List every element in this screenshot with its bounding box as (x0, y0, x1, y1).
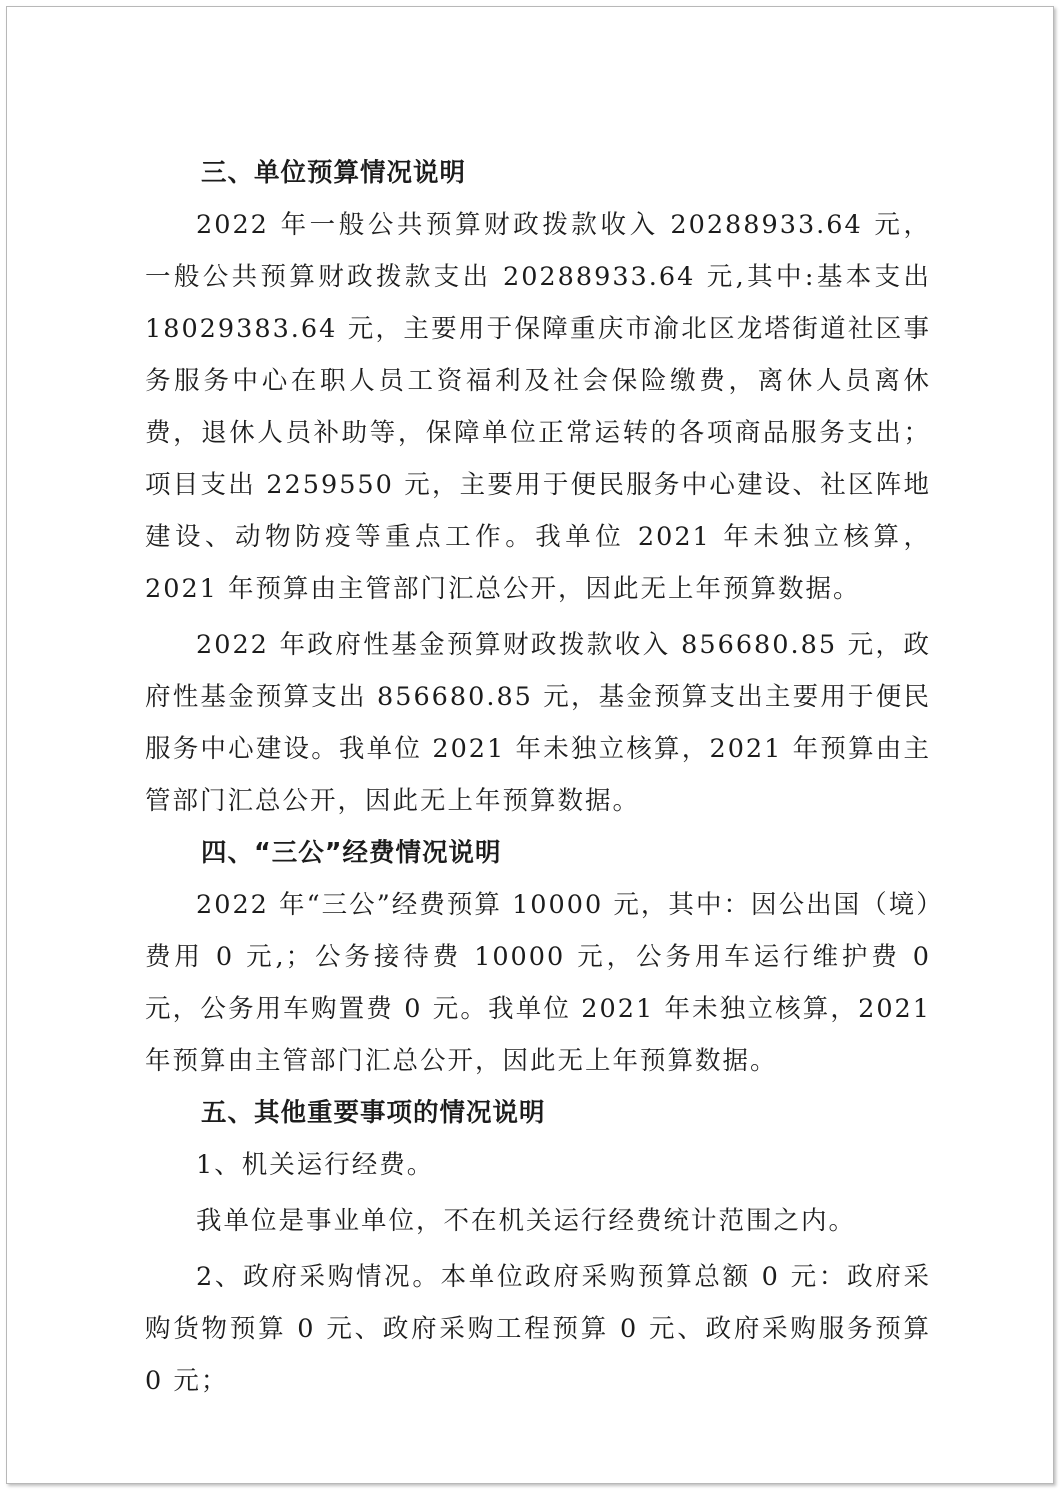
section-5-item-1-body: 我单位是事业单位，不在机关运行经费统计范围之内。 (196, 1206, 857, 1236)
section-5-item-1-title: 1、机关运行经费。 (196, 1150, 435, 1180)
section-3-paragraph-1: 2022 年一般公共预算财政拨款收入 20288933.64 元，一般公共预算财政拨款支出 20288933.64 元,其中:基本支出 18029383.64 元，主要用于保障重庆市渝北区龙塔街道社区事务服务中心在职人员工资福利及社会保险缴费，离休人员离休费，退休人员补助等，保障单位正常运转的各项商品服务支出；项目支出 2259550 元，主要用于便民服务中心建设、社区阵地建设、动物防疫等重点工作。我单位 2021 年未独立核算，2021 年预算由主管部门汇总公开，因此无上年预算数据。 (145, 210, 931, 604)
section-4-heading: 四、“三公”经费情况说明 (201, 838, 502, 868)
section-4-paragraph-1: 2022 年“三公”经费预算 10000 元，其中：因公出国（境）费用 0 元,；公务接待费 10000 元，公务用车运行维护费 0 元，公务用车购置费 0 元。我单位 2021 年未独立核算，2021 年预算由主管部门汇总公开，因此无上年预算数据。 (145, 890, 931, 1076)
document-page (6, 6, 1054, 1484)
section-3-heading: 三、单位预算情况说明 (201, 158, 467, 188)
section-5-heading: 五、其他重要事项的情况说明 (201, 1098, 546, 1128)
section-3-paragraph-2: 2022 年政府性基金预算财政拨款收入 856680.85 元，政府性基金预算支出 856680.85 元，基金预算支出主要用于便民服务中心建设。我单位 2021 年未独立核算，2021 年预算由主管部门汇总公开，因此无上年预算数据。 (145, 630, 931, 816)
section-5-item-2: 2、政府采购情况。本单位政府采购预算总额 0 元：政府采购货物预算 0 元、政府采购工程预算 0 元、政府采购服务预算 0 元； (145, 1262, 931, 1396)
document-body (145, 147, 931, 1407)
